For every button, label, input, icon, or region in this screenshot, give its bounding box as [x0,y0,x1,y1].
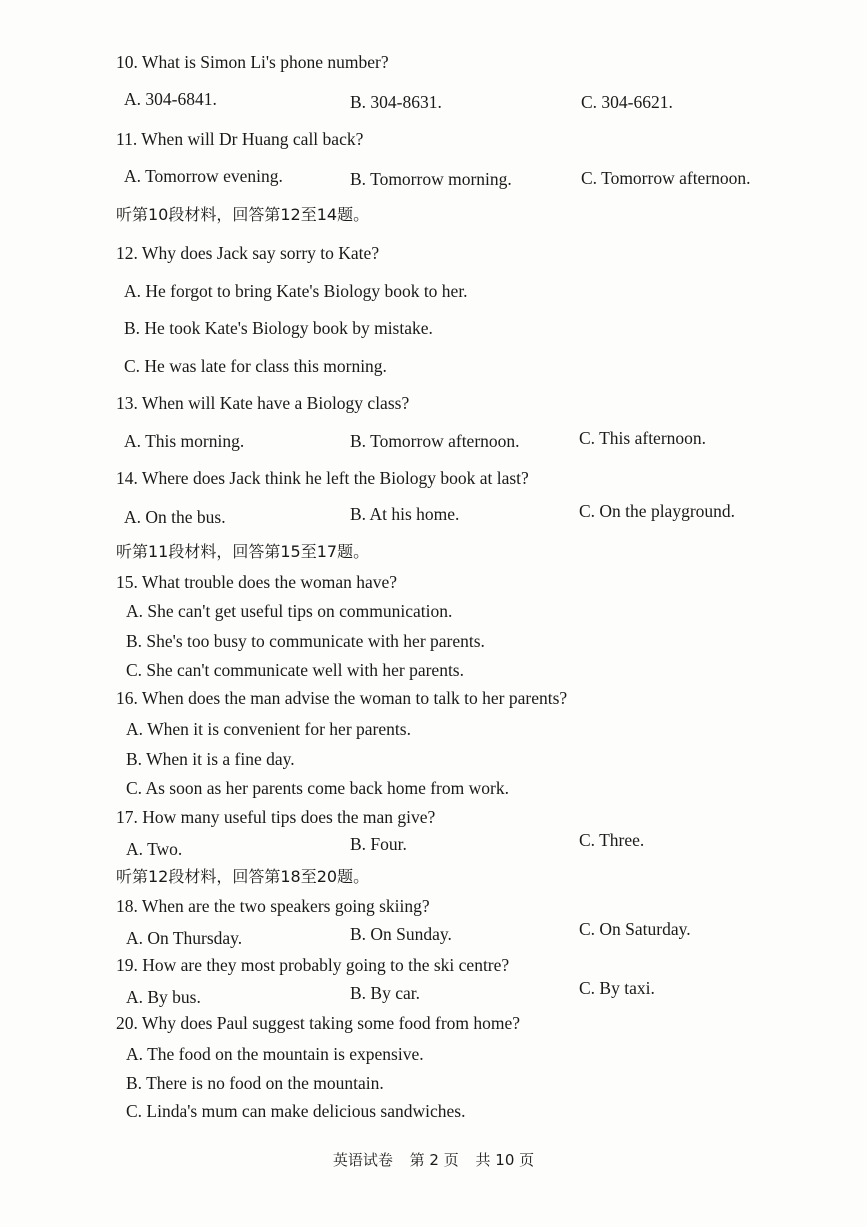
question-15-option-a: A. She can't get useful tips on communication. [126,601,453,621]
question-15-option-b: B. She's too busy to communicate with her parents. [126,631,485,651]
question-16-option-a: A. When it is convenient for her parents. [126,719,411,739]
section-12-instruction: 听第12段材料，回答第18至20题。 [116,867,370,886]
question-20-option-a: A. The food on the mountain is expensive. [126,1044,424,1064]
question-11-option-c: C. Tomorrow afternoon. [581,168,751,188]
question-15-stem: 15. What trouble does the woman have? [116,572,398,592]
question-17-option-b: B. Four. [350,834,407,854]
question-15-option-c: C. She can't communicate well with her parents. [126,660,464,680]
question-12-option-a: A. He forgot to bring Kate's Biology book to her. [124,281,468,301]
question-11-stem: 11. When will Dr Huang call back? [116,129,364,149]
question-11-option-b: B. Tomorrow morning. [350,169,512,189]
question-16-option-b: B. When it is a fine day. [126,749,295,769]
question-14-option-c: C. On the playground. [579,501,736,521]
question-14-option-a: A. On the bus. [124,507,226,527]
question-20-stem: 20. Why does Paul suggest taking some food from home? [116,1013,521,1033]
question-18-option-a: A. On Thursday. [126,928,243,948]
question-17-option-a: A. Two. [126,839,183,859]
question-10-option-a: A. 304-6841. [124,89,217,109]
question-20-option-c: C. Linda's mum can make delicious sandwiches. [126,1101,466,1121]
question-14-stem: 14. Where does Jack think he left the Biology book at last? [116,468,529,488]
question-10-option-c: C. 304-6621. [581,92,673,112]
section-10-instruction: 听第10段材料，回答第12至14题。 [116,205,370,224]
question-13-option-c: C. This afternoon. [579,428,707,448]
page-footer [0,1149,867,1170]
question-19-option-c: C. By taxi. [579,978,655,998]
section-11-instruction: 听第11段材料，回答第15至17题。 [116,542,370,561]
question-13-option-a: A. This morning. [124,431,245,451]
question-12-stem: 12. Why does Jack say sorry to Kate? [116,243,380,263]
footer-page-number: 第 2 页 [409,1151,459,1169]
question-10-option-b: B. 304-8631. [350,92,442,112]
question-13-stem: 13. When will Kate have a Biology class? [116,393,410,413]
question-13-option-b: B. Tomorrow afternoon. [350,431,520,451]
question-18-option-b: B. On Sunday. [350,924,452,944]
question-19-stem: 19. How are they most probably going to the ski centre? [116,955,510,975]
footer-subject: 英语试卷 [332,1151,393,1169]
question-19-option-b: B. By car. [350,983,420,1003]
question-20-option-b: B. There is no food on the mountain. [126,1073,384,1093]
footer-total-pages: 共 10 页 [475,1151,535,1169]
question-10-stem: 10. What is Simon Li's phone number? [116,52,389,72]
question-17-option-c: C. Three. [579,830,645,850]
question-17-stem: 17. How many useful tips does the man give? [116,807,436,827]
question-19-option-a: A. By bus. [126,987,201,1007]
question-12-option-b: B. He took Kate's Biology book by mistake. [124,318,433,338]
question-16-stem: 16. When does the man advise the woman to talk to her parents? [116,688,568,708]
question-12-option-c: C. He was late for class this morning. [124,356,387,376]
question-14-option-b: B. At his home. [350,504,460,524]
question-16-option-c: C. As soon as her parents come back home from work. [126,778,509,798]
question-18-option-c: C. On Saturday. [579,919,691,939]
question-11-option-a: A. Tomorrow evening. [124,166,283,186]
question-18-stem: 18. When are the two speakers going skiing? [116,896,430,916]
